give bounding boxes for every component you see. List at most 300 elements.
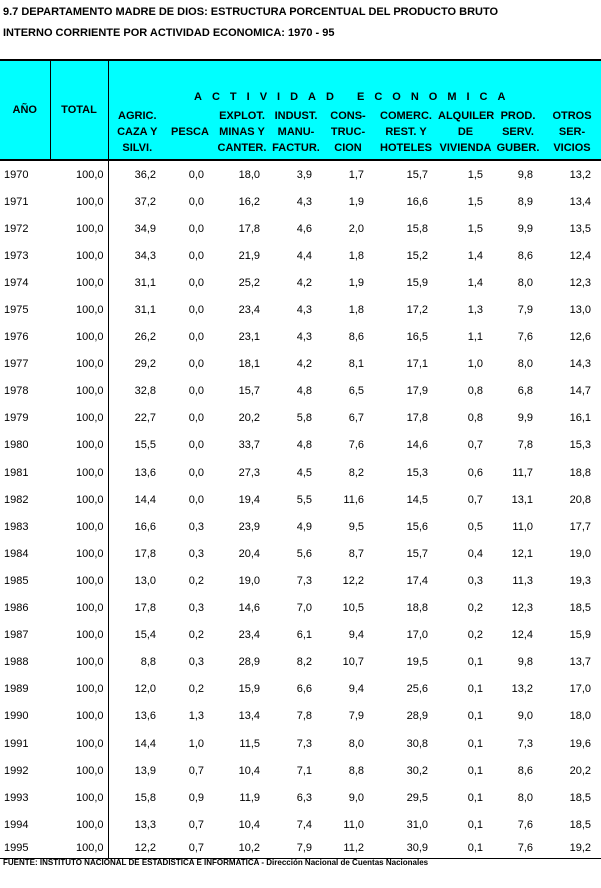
value-cell: 13,5: [569, 222, 591, 235]
value-cell: 31,1: [108, 269, 166, 296]
value-cell: 0,2: [467, 602, 483, 615]
value-cell: 9,9: [517, 412, 533, 425]
value-cell: 13,6: [108, 703, 166, 730]
table-row: [0, 784, 601, 811]
header-line: CAZA Y: [117, 126, 158, 138]
value-cell: 25,2: [238, 276, 260, 289]
table-row: [0, 188, 601, 215]
value-cell: 18,5: [569, 818, 591, 831]
activity-column-header: [374, 105, 438, 160]
header-line: VICIOS: [553, 142, 591, 154]
header-line: PESCA: [171, 126, 209, 138]
value-cell: 17,2: [406, 304, 428, 317]
value-cell: 0,1: [467, 764, 483, 777]
value-cell: 4,3: [296, 304, 312, 317]
value-cell: 14,3: [569, 358, 591, 371]
value-cell: 25,6: [406, 683, 428, 696]
year-cell: 1983: [4, 520, 29, 533]
value-cell: 8,2: [348, 466, 364, 479]
value-cell: 14,4: [108, 486, 166, 513]
value-cell: 4,8: [296, 439, 312, 452]
total-cell: 100,0: [50, 838, 108, 859]
value-cell: 4,9: [296, 520, 312, 533]
value-cell: 4,6: [296, 222, 312, 235]
value-cell: 13,4: [569, 195, 591, 208]
year-cell: 1974: [4, 276, 29, 289]
value-cell: 8,9: [517, 195, 533, 208]
value-cell: 4,3: [296, 195, 312, 208]
value-cell: 11,7: [512, 466, 533, 479]
value-cell: 15,7: [238, 385, 260, 398]
value-cell: 11,0: [343, 818, 364, 831]
year-cell: 1979: [4, 412, 29, 425]
value-cell: 10,2: [214, 838, 270, 859]
total-cell: 100,0: [75, 466, 104, 479]
value-cell: 15,9: [238, 683, 260, 696]
year-cell: 1987: [4, 629, 29, 642]
header-line: FACTUR.: [272, 142, 320, 154]
header-line: DE: [457, 126, 474, 138]
value-cell: 18,5: [569, 791, 591, 804]
table-row: [0, 567, 601, 594]
value-cell: 0,1: [467, 710, 483, 723]
value-cell: 7,9: [517, 304, 533, 317]
table-row: [0, 296, 601, 323]
total-cell: 100,0: [75, 358, 104, 371]
year-cell: 1994: [4, 818, 29, 831]
total-cell: 100,0: [75, 791, 104, 804]
total-cell: 100,0: [75, 222, 104, 235]
value-cell: 18,8: [406, 602, 428, 615]
value-cell: 0,8: [467, 412, 483, 425]
value-cell: 12,2: [108, 838, 166, 859]
table-title-line-1: 9.7 DEPARTAMENTO MADRE DE DIOS: ESTRUCTURA PORCENTUAL DEL PRODUCTO BRUTO: [3, 6, 499, 18]
total-cell: 100,0: [75, 547, 104, 560]
value-cell: 8,0: [517, 358, 533, 371]
value-cell: 17,1: [406, 358, 428, 371]
value-cell: 9,0: [517, 710, 533, 723]
value-cell: 13,4: [238, 710, 260, 723]
value-cell: 6,1: [296, 629, 312, 642]
year-cell: 1986: [4, 602, 29, 615]
value-cell: 19,0: [238, 574, 260, 587]
total-cell: 100,0: [75, 602, 104, 615]
value-cell: 0,8: [467, 385, 483, 398]
value-cell: 0,3: [188, 602, 204, 615]
table-row: [0, 459, 601, 486]
value-cell: 17,8: [406, 412, 428, 425]
value-cell: 0,1: [467, 791, 483, 804]
value-cell: 8,2: [296, 656, 312, 669]
value-cell: 14,7: [569, 385, 591, 398]
value-cell: 11,3: [512, 574, 533, 587]
value-cell: 0,9: [188, 791, 204, 804]
year-cell: 1970: [4, 168, 29, 181]
table-row: [0, 811, 601, 838]
value-cell: 23,4: [238, 304, 260, 317]
value-cell: 16,2: [238, 195, 260, 208]
value-cell: 12,3: [511, 602, 533, 615]
value-cell: 1,8: [348, 304, 364, 317]
value-cell: 7,1: [296, 764, 312, 777]
value-cell: 19,0: [569, 547, 591, 560]
year-column-header: AÑO: [0, 60, 50, 160]
value-cell: 18,0: [569, 710, 591, 723]
value-cell: 13,2: [569, 168, 591, 181]
value-cell: 29,5: [406, 791, 428, 804]
value-cell: 8,7: [348, 547, 364, 560]
value-cell: 7,9: [270, 838, 322, 859]
value-cell: 13,3: [108, 811, 166, 838]
year-cell: 1991: [4, 737, 29, 750]
table-row: [0, 242, 601, 269]
table-row: [0, 432, 601, 459]
value-cell: 20,8: [569, 493, 591, 506]
value-cell: 14,5: [406, 493, 428, 506]
activity-column-header: [108, 105, 166, 160]
year-cell: 1980: [4, 439, 29, 452]
table-row: [0, 622, 601, 649]
value-cell: 15,7: [406, 547, 428, 560]
value-cell: 0,0: [188, 358, 204, 371]
value-cell: 0,0: [188, 249, 204, 262]
table-row: [0, 269, 601, 296]
value-cell: 7,6: [348, 439, 364, 452]
value-cell: 30,9: [374, 838, 438, 859]
value-cell: 15,2: [406, 249, 428, 262]
header-line: CONS-: [330, 110, 366, 122]
value-cell: 17,4: [406, 574, 428, 587]
value-cell: 1,5: [467, 222, 483, 235]
value-cell: 1,3: [188, 710, 204, 723]
value-cell: 13,0: [108, 567, 166, 594]
value-cell: 0,5: [467, 520, 483, 533]
value-cell: 13,1: [511, 493, 533, 506]
value-cell: 0,6: [467, 466, 483, 479]
total-cell: 100,0: [75, 764, 104, 777]
value-cell: 0,0: [188, 439, 204, 452]
header-line: SERV.: [502, 126, 534, 138]
value-cell: 15,9: [569, 629, 591, 642]
value-cell: 0,0: [188, 304, 204, 317]
activity-column-header: [438, 105, 493, 160]
value-cell: 0,7: [188, 818, 204, 831]
table-row: [0, 324, 601, 351]
value-cell: 13,9: [108, 757, 166, 784]
year-cell: 1985: [4, 574, 29, 587]
value-cell: 7,6: [517, 818, 533, 831]
value-cell: 15,8: [108, 784, 166, 811]
table-row: [0, 649, 601, 676]
value-cell: 0,0: [188, 195, 204, 208]
value-cell: 0,7: [166, 838, 214, 859]
header-line: OTROS: [552, 110, 592, 122]
total-cell: 100,0: [75, 818, 104, 831]
header-line: PROD.: [500, 110, 536, 122]
header-line: MINAS Y: [219, 126, 265, 138]
total-cell: 100,0: [75, 304, 104, 317]
value-cell: 10,5: [342, 602, 364, 615]
value-cell: 0,1: [438, 838, 493, 859]
table-row: [0, 703, 601, 730]
value-cell: 17,9: [406, 385, 428, 398]
value-cell: 19,5: [406, 656, 428, 669]
value-cell: 23,1: [238, 331, 260, 344]
value-cell: 0,2: [188, 574, 204, 587]
table-row: [0, 378, 601, 405]
value-cell: 23,9: [238, 520, 260, 533]
value-cell: 6,3: [296, 791, 312, 804]
total-cell: 100,0: [75, 249, 104, 262]
value-cell: 7,6: [493, 838, 543, 859]
value-cell: 18,1: [238, 358, 260, 371]
value-cell: 17,8: [108, 595, 166, 622]
value-cell: 10,4: [238, 764, 260, 777]
value-cell: 0,0: [188, 466, 204, 479]
value-cell: 8,6: [348, 331, 364, 344]
value-cell: 1,5: [467, 195, 483, 208]
value-cell: 0,1: [467, 818, 483, 831]
value-cell: 0,1: [467, 656, 483, 669]
table-row: [0, 730, 601, 757]
header-line: SILVI.: [122, 142, 153, 154]
year-cell: 1982: [4, 493, 29, 506]
value-cell: 12,6: [569, 331, 591, 344]
value-cell: 7,8: [517, 439, 533, 452]
value-cell: 0,3: [188, 656, 204, 669]
value-cell: 15,7: [406, 168, 428, 181]
total-cell: 100,0: [75, 439, 104, 452]
header-line: INDUST.: [274, 110, 318, 122]
value-cell: 1,3: [467, 304, 483, 317]
value-cell: 1,4: [467, 249, 483, 262]
value-cell: 19,3: [569, 574, 591, 587]
value-cell: 34,3: [108, 242, 166, 269]
value-cell: 15,4: [108, 622, 166, 649]
value-cell: 37,2: [108, 188, 166, 215]
value-cell: 3,9: [296, 168, 312, 181]
header-line: CANTER.: [217, 142, 267, 154]
value-cell: 4,2: [296, 358, 312, 371]
value-cell: 8,1: [348, 358, 364, 371]
value-cell: 13,6: [108, 459, 166, 486]
value-cell: 20,4: [238, 547, 260, 560]
year-cell: 1978: [4, 385, 29, 398]
value-cell: 13,0: [569, 304, 591, 317]
value-cell: 4,2: [296, 276, 312, 289]
table-row: [0, 486, 601, 513]
value-cell: 28,9: [406, 710, 428, 723]
value-cell: 31,1: [108, 296, 166, 323]
value-cell: 33,7: [238, 439, 260, 452]
value-cell: 0,2: [467, 629, 483, 642]
value-cell: 0,3: [467, 574, 483, 587]
value-cell: 10,7: [342, 656, 364, 669]
header-line: TRUC-: [330, 126, 366, 138]
value-cell: 0,0: [188, 222, 204, 235]
value-cell: 9,0: [348, 791, 364, 804]
total-cell: 100,0: [75, 276, 104, 289]
header-line: VIVIENDA: [439, 142, 492, 154]
value-cell: 12,0: [108, 676, 166, 703]
activity-column-header: [270, 105, 322, 160]
value-cell: 0,3: [188, 547, 204, 560]
value-cell: 8,8: [348, 764, 364, 777]
table-row: [0, 405, 601, 432]
value-cell: 0,0: [188, 412, 204, 425]
value-cell: 20,2: [238, 412, 260, 425]
header-line: SER-: [558, 126, 586, 138]
value-cell: 1,9: [348, 195, 364, 208]
value-cell: 22,7: [108, 405, 166, 432]
value-cell: 6,8: [517, 385, 533, 398]
year-cell: 1988: [4, 656, 29, 669]
year-cell: 1975: [4, 304, 29, 317]
value-cell: 11,6: [343, 493, 364, 506]
value-cell: 30,2: [406, 764, 428, 777]
year-cell: 1984: [4, 547, 29, 560]
value-cell: 12,3: [569, 276, 591, 289]
year-cell: 1976: [4, 331, 29, 344]
value-cell: 14,4: [108, 730, 166, 757]
activity-column-header: [543, 105, 601, 160]
total-cell: 100,0: [75, 656, 104, 669]
header-line: HOTELES: [380, 142, 432, 154]
value-cell: 23,4: [238, 629, 260, 642]
value-cell: 12,2: [342, 574, 364, 587]
total-cell: 100,0: [75, 683, 104, 696]
year-cell: 1971: [4, 195, 29, 208]
header-line: GUBER.: [496, 142, 540, 154]
table-body: [0, 160, 601, 859]
table-row: [0, 757, 601, 784]
value-cell: 1,1: [467, 331, 483, 344]
value-cell: 2,0: [348, 222, 364, 235]
value-cell: 9,4: [348, 629, 364, 642]
value-cell: 15,6: [406, 520, 428, 533]
year-cell: 1977: [4, 358, 29, 371]
table-row: [0, 215, 601, 242]
value-cell: 7,9: [348, 710, 364, 723]
total-cell: 100,0: [75, 385, 104, 398]
value-cell: 8,0: [517, 276, 533, 289]
value-cell: 1,9: [348, 276, 364, 289]
value-cell: 14,6: [406, 439, 428, 452]
value-cell: 9,9: [517, 222, 533, 235]
value-cell: 0,4: [467, 547, 483, 560]
value-cell: 10,4: [238, 818, 260, 831]
value-cell: 16,6: [406, 195, 428, 208]
activity-group-header: ACTIVIDAD ECONOMICA: [108, 60, 601, 105]
gdp-structure-table: [0, 59, 601, 859]
value-cell: 9,5: [348, 520, 364, 533]
header-line: MANU-: [277, 126, 315, 138]
value-cell: 20,2: [569, 764, 591, 777]
year-cell: 1989: [4, 683, 29, 696]
table-row: [0, 513, 601, 540]
value-cell: 13,2: [511, 683, 533, 696]
value-cell: 27,3: [238, 466, 260, 479]
value-cell: 1,0: [467, 358, 483, 371]
value-cell: 16,6: [108, 513, 166, 540]
activity-column-header: [214, 105, 270, 160]
value-cell: 17,8: [238, 222, 260, 235]
total-cell: 100,0: [75, 737, 104, 750]
value-cell: 7,3: [296, 574, 312, 587]
table-row: [0, 160, 601, 188]
table-title-line-2: INTERNO CORRIENTE POR ACTIVIDAD ECONOMICA: 1970 - 95: [3, 27, 335, 39]
value-cell: 6,7: [348, 412, 364, 425]
value-cell: 11,9: [239, 791, 260, 804]
header-line: CION: [334, 142, 362, 154]
value-cell: 0,3: [188, 520, 204, 533]
value-cell: 34,9: [108, 215, 166, 242]
value-cell: 12,4: [511, 629, 533, 642]
value-cell: 8,6: [517, 249, 533, 262]
value-cell: 0,7: [188, 764, 204, 777]
value-cell: 9,8: [517, 656, 533, 669]
value-cell: 18,8: [569, 466, 591, 479]
value-cell: 1,5: [467, 168, 483, 181]
value-cell: 30,8: [406, 737, 428, 750]
value-cell: 0,1: [467, 683, 483, 696]
value-cell: 0,0: [188, 331, 204, 344]
value-cell: 26,2: [108, 324, 166, 351]
value-cell: 8,0: [348, 737, 364, 750]
value-cell: 4,8: [296, 385, 312, 398]
total-cell: 100,0: [75, 574, 104, 587]
value-cell: 5,8: [296, 412, 312, 425]
value-cell: 19,4: [238, 493, 260, 506]
year-cell: 1995: [0, 838, 50, 859]
value-cell: 11,0: [512, 520, 533, 533]
value-cell: 0,7: [467, 493, 483, 506]
year-cell: 1972: [4, 222, 29, 235]
value-cell: 0,1: [467, 737, 483, 750]
activity-column-header: [322, 105, 374, 160]
table-row: [0, 676, 601, 703]
value-cell: 4,4: [296, 249, 312, 262]
value-cell: 0,0: [188, 168, 204, 181]
header-line: COMERC.: [380, 110, 432, 122]
value-cell: 15,8: [406, 222, 428, 235]
value-cell: 7,3: [296, 737, 312, 750]
value-cell: 11,5: [239, 737, 260, 750]
value-cell: 19,6: [569, 737, 591, 750]
value-cell: 6,5: [348, 385, 364, 398]
total-cell: 100,0: [75, 168, 104, 181]
value-cell: 1,0: [188, 737, 204, 750]
value-cell: 8,0: [517, 791, 533, 804]
total-cell: 100,0: [75, 493, 104, 506]
year-cell: 1990: [4, 710, 29, 723]
value-cell: 0,0: [188, 276, 204, 289]
value-cell: 29,2: [108, 351, 166, 378]
value-cell: 9,4: [348, 683, 364, 696]
value-cell: 36,2: [108, 160, 166, 188]
total-cell: 100,0: [75, 629, 104, 642]
total-cell: 100,0: [75, 520, 104, 533]
value-cell: 21,9: [238, 249, 260, 262]
value-cell: 1,7: [348, 168, 364, 181]
value-cell: 32,8: [108, 378, 166, 405]
value-cell: 28,9: [238, 656, 260, 669]
value-cell: 16,5: [406, 331, 428, 344]
value-cell: 17,8: [108, 540, 166, 567]
value-cell: 6,6: [296, 683, 312, 696]
value-cell: 31,0: [406, 818, 428, 831]
activity-column-header: [166, 105, 214, 160]
